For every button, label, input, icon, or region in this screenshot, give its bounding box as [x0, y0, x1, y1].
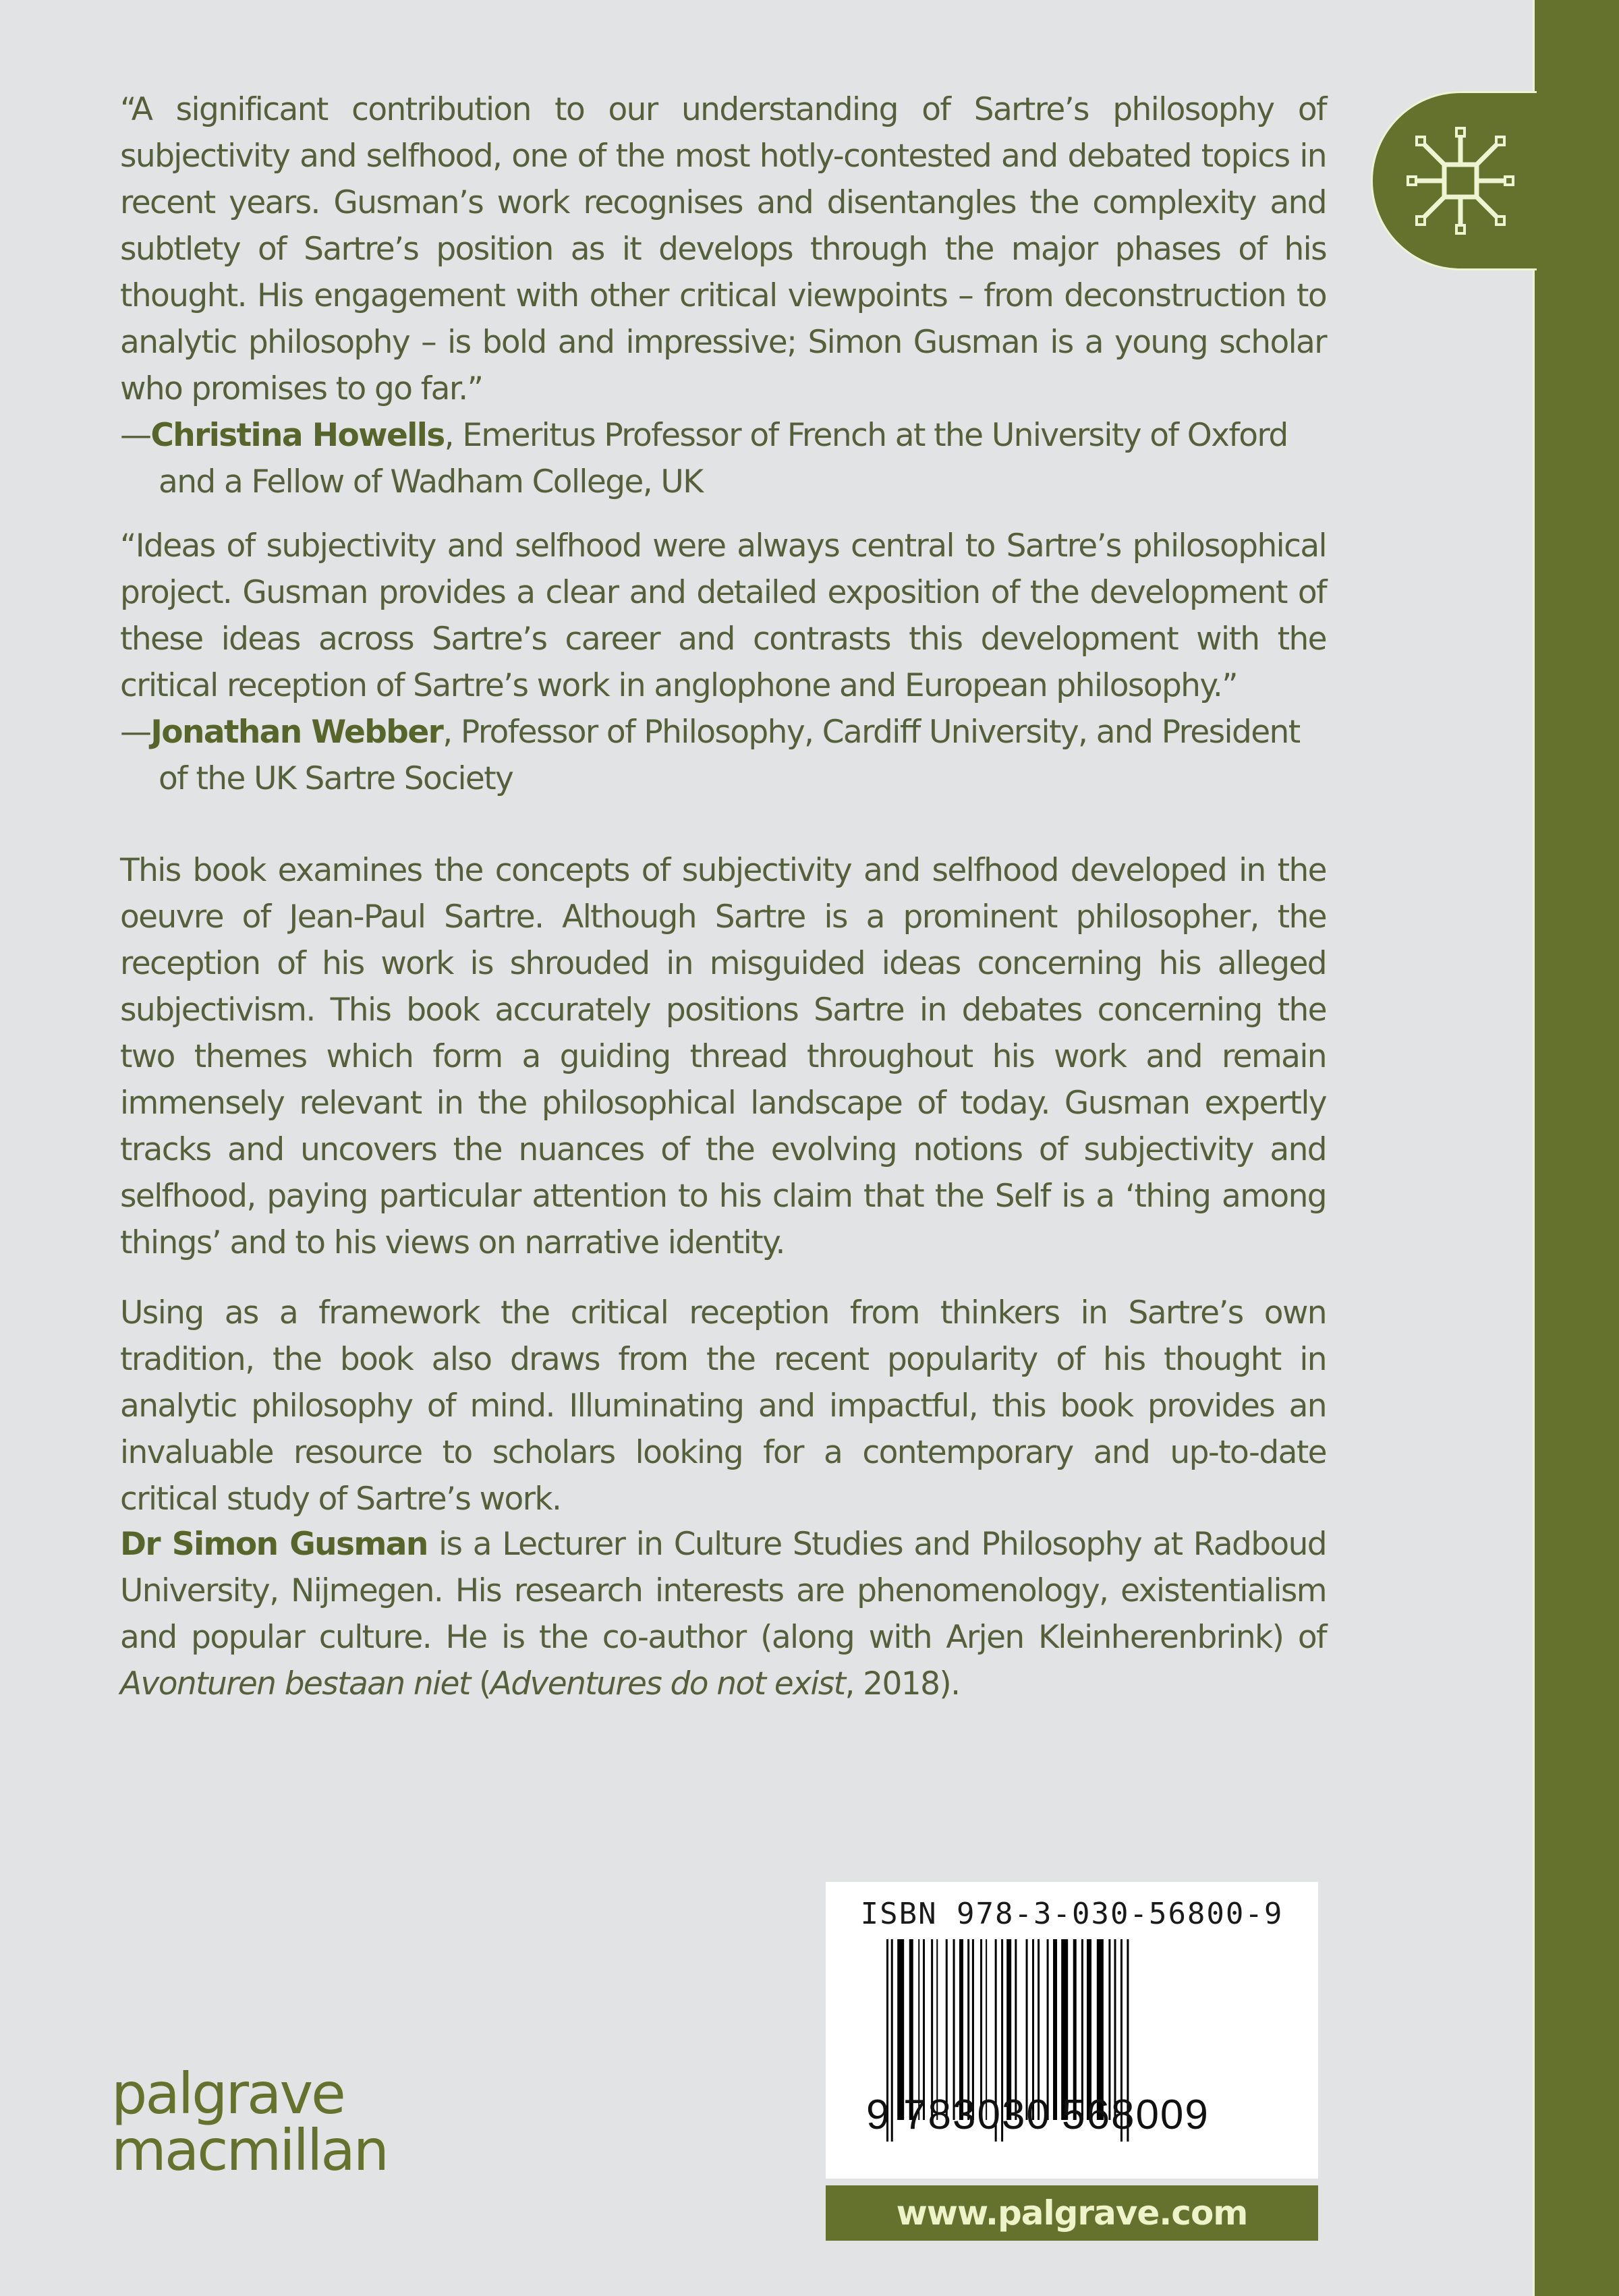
book-description-paragraph-1: [120, 847, 1326, 1266]
logo-line-macmillan: macmillan: [111, 2117, 388, 2183]
book-description-paragraph-2: [120, 1290, 1326, 1522]
publisher-emblem-tab: [1373, 93, 1548, 268]
description-text: Using as a framework the critical reception from thinkers in Sartre’s own tradition, the book also draws from the recent popularity of his thought in analytic philosophy of mind. Illuminating and impactful, this book provides an invaluable resource to scholars looking for a contemporary and up-to-date critical study of Sartre’s work.: [120, 1294, 1326, 1518]
quote-attribution: [120, 709, 1326, 802]
description-text: This book examines the concepts of subjectivity and selfhood developed in the oeuvre of Jean-Paul Sartre. Although Sartre is a prominent philosopher, the reception of his work is shrouded in misguided ideas concerning his alleged subjectivism. This book accurately positions Sartre in debates concerning the two themes which form a guiding thread throughout his work and remain immensely relevant in the philosophical landscape of today. Gusman expertly tracks and uncovers the nuances of the evolving notions of subjectivity and selfhood, paying particular attention to his claim that the Self is a ‘thing among things’ and to his views on narrative identity.: [120, 852, 1326, 1261]
barcode-panel: [826, 1882, 1318, 2179]
network-node-icon: [1400, 120, 1521, 241]
tab-spine-join: [1537, 88, 1564, 277]
barcode-bar: [891, 1939, 893, 2142]
barcode-bar: [1053, 1939, 1057, 2120]
endorsement-quote-1: [120, 86, 1326, 505]
author-name: Dr Simon Gusman: [120, 1526, 428, 1563]
quote-attribution: [120, 412, 1326, 505]
bio-text: [120, 1521, 1326, 1707]
publisher-url[interactable]: www.palgrave.com: [896, 2193, 1248, 2233]
bio-paren: (: [470, 1665, 490, 1702]
bio-body: is a Lecturer in Culture Studies and Philosophy at Radboud University, Nijmegen. His research interests are phenomenology, existentialism and popular culture. He is the co-author (along with Arjen Kleinherenbrink) of: [120, 1526, 1327, 1656]
bio-tail: , 2018).: [845, 1665, 960, 1702]
endorsement-quote-2: [120, 523, 1326, 802]
quote-affiliation: , Professor of Philosophy, Cardiff University, and President of the UK Sartre Society: [159, 714, 1300, 797]
book-translation: Adventures do not exist: [490, 1665, 845, 1702]
em-dash: —: [120, 714, 151, 751]
quote-text: “Ideas of subjectivity and selfhood were always central to Sartre’s philosophical project. Gusman provides a clear and detailed exposition of the development of these ideas across Sartre’s career and contrasts this development with the critical reception of Sartre’s work in anglophone and European philosophy.”: [120, 527, 1326, 704]
em-dash: —: [120, 417, 151, 454]
book-title: Avonturen bestaan niet: [120, 1665, 470, 1702]
quote-author: Jonathan Webber: [150, 714, 443, 751]
logo-line-palgrave: palgrave: [111, 2061, 344, 2127]
publisher-url-bar[interactable]: [826, 2185, 1318, 2241]
isbn-label: ISBN 978-3-030-56800-9: [860, 1897, 1284, 1931]
ean-right-group: 568009: [1062, 2092, 1210, 2138]
ean-left-group: 783030: [903, 2092, 1051, 2138]
author-bio: [120, 1521, 1326, 1707]
palgrave-macmillan-logo: [111, 2061, 388, 2183]
ean-first-digit: 9: [866, 2092, 890, 2138]
quote-author: Christina Howells: [150, 417, 445, 454]
quote-text: “A significant contribution to our understanding of Sartre’s philosophy of subjectivity and selfhood, one of the most hotly-contested and debated topics in recent years. Gusman’s work recognises and disentangles the complexity and subtlety of Sartre’s position as it develops through the major phases of his thought. His engagement with other critical viewpoints – from deconstruction to analytic philosophy – is bold and impressive; Simon Gusman is a young scholar who promises to go far.”: [120, 91, 1326, 407]
book-spine-edge: [1535, 0, 1619, 2296]
quote-affiliation: , Emeritus Professor of French at the University of Oxford and a Fellow of Wadham College, UK: [159, 417, 1288, 500]
